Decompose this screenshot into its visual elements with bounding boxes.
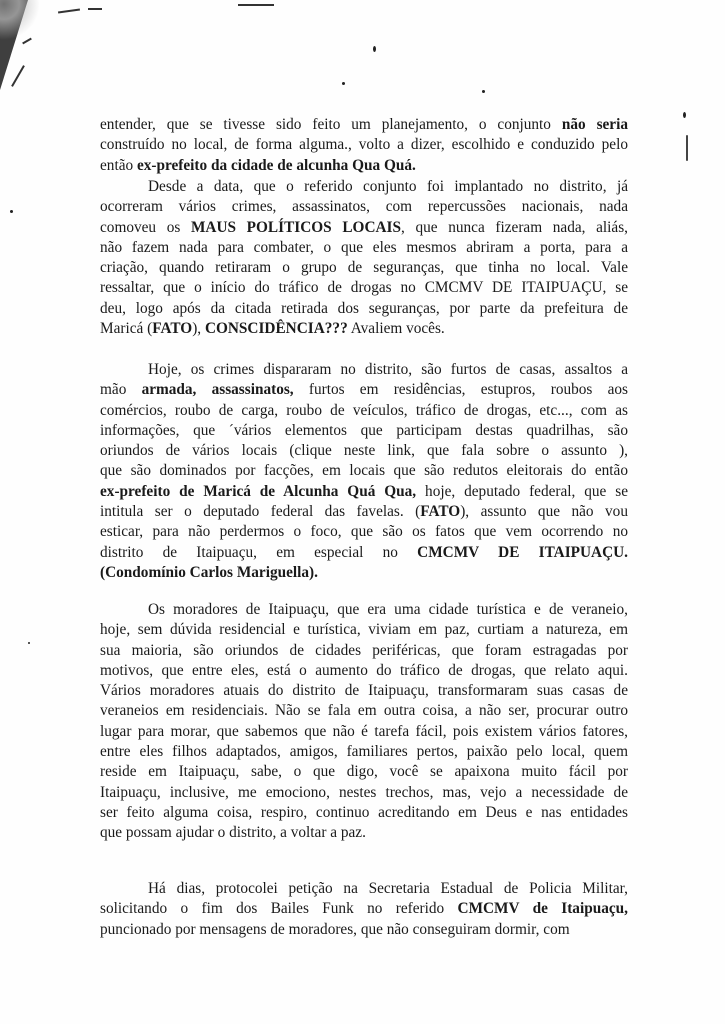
text-run: entender, que se tivesse sido feito um planejamento, o conjunto <box>100 116 562 133</box>
text-run: furtos em residências, estupros, roubos aos <box>293 381 628 399</box>
paragraph-lines <box>100 600 628 844</box>
text-line <box>100 543 628 563</box>
bold-text-run: ex-prefeito de Maricá de Alcunha Quá Qua, <box>100 482 417 500</box>
text-line <box>100 899 628 919</box>
text-run: veraneios em residenciais. Não se fala em outra coisa, a não ser, procurar outro <box>100 702 628 720</box>
text-run: então <box>100 156 137 174</box>
text-run: mão <box>100 381 142 399</box>
text-line <box>100 803 628 823</box>
text-run: Hoje, os crimes dispararam no distrito, são furtos de casas, assaltos a <box>148 361 628 378</box>
text-line <box>100 156 628 176</box>
text-line <box>100 197 628 217</box>
text-run: ), assunto que não vou <box>460 503 628 521</box>
text-line <box>100 177 628 197</box>
scan-corner-noise <box>0 0 40 40</box>
text-run: oriundos de vários locais (clique neste link, que fala sobre o assunto ), <box>100 442 628 460</box>
text-line <box>100 278 628 298</box>
text-line <box>100 722 628 742</box>
text-run: que são dominados por facções, em locais que são redutos eleitorais do então <box>100 462 628 480</box>
bold-text-run: MAUS POLÍTICOS LOCAIS <box>190 218 401 236</box>
scan-speck <box>28 642 30 644</box>
text-line <box>100 762 628 782</box>
text-run: hoje, deputado federal, que se <box>416 482 628 500</box>
text-run: distrito de Itaipuaçu, em especial no <box>100 543 418 561</box>
bold-text-run: FATO <box>152 320 193 338</box>
paragraph-3 <box>100 360 628 583</box>
text-line <box>100 641 628 661</box>
bold-text-run: armada, assassinatos, <box>141 381 294 399</box>
paragraph-lines <box>100 879 628 940</box>
text-run: ser feito alguma coisa, respiro, continuo acreditando em Deus e nas entidades <box>100 803 628 821</box>
paragraph-lines <box>100 360 628 583</box>
scan-artifact <box>88 8 102 10</box>
paragraph-lines <box>100 177 628 339</box>
text-line <box>100 319 628 339</box>
text-line <box>100 563 628 583</box>
text-run: Vários moradores atuais do distrito de Itaipuaçu, transformaram suas casas de <box>100 682 628 700</box>
text-run: lugar para morar, que sabemos que não é tarefa fácil, pois existem vários fatores, <box>100 722 628 740</box>
text-run: entre eles filhos adaptados, amigos, familiares pertos, paixão pelo local, quem <box>100 743 628 761</box>
text-run: solicitando o fim dos Bailes Funk no referido <box>100 900 458 918</box>
text-run: construído no local, de forma alguma., volto a dizer, escolhido e conduzido pelo <box>100 136 628 154</box>
text-run: Avaliem vocês. <box>347 320 445 338</box>
text-line <box>100 135 628 155</box>
text-line <box>100 701 628 721</box>
scan-speck <box>10 210 13 213</box>
text-run: reside em Itaipuaçu, sabe, o que digo, você se apaixona muito fácil por <box>100 763 628 781</box>
text-run: puncionado por mensagens de moradores, que não conseguiram dormir, com <box>100 920 570 938</box>
text-run: deu, logo após da citada retirada dos seguranças, por parte da prefeitura de <box>100 299 628 317</box>
paragraph-5 <box>100 879 628 940</box>
text-line <box>100 681 628 701</box>
text-line <box>100 115 628 135</box>
text-run: não fazem nada para combater, o que eles mesmos abriram a porta, para a <box>100 238 628 256</box>
text-line <box>100 461 628 481</box>
text-run: criação, quando retiraram o grupo de seguranças, que tinha no local. Vale <box>100 259 628 277</box>
paragraph-lines <box>100 115 628 176</box>
bold-text-run: CONSCIDÊNCIA??? <box>204 320 348 338</box>
text-line <box>100 401 628 421</box>
text-run: motivos, que entre eles, está o aumento do tráfico de drogas, que relato aqui. <box>100 661 628 679</box>
text-line <box>100 783 628 803</box>
paragraph-2 <box>100 177 628 339</box>
text-run: Itaipuaçu, inclusive, me emociono, nestes trechos, mas, vejo a necessidade de <box>100 783 628 801</box>
text-line <box>100 238 628 258</box>
text-line <box>100 600 628 620</box>
text-line <box>100 360 628 380</box>
text-line <box>100 522 628 542</box>
text-line <box>100 482 628 502</box>
scan-artifact <box>238 4 274 6</box>
scan-speck <box>683 112 686 118</box>
bold-text-run: ex-prefeito da cidade de alcunha Qua Quá. <box>136 156 416 174</box>
text-line <box>100 380 628 400</box>
text-line <box>100 742 628 762</box>
text-line <box>100 441 628 461</box>
bold-text-run: CMCMV de Itaipuaçu, <box>457 900 628 918</box>
text-run: comoveu os <box>100 218 191 236</box>
text-run: ocorreram vários crimes, assassinatos, com repercussões nacionais, nada <box>100 198 628 216</box>
paragraph-1 <box>100 115 628 176</box>
text-line <box>100 879 628 899</box>
text-line <box>100 661 628 681</box>
text-run: esticar, para não perdermos o foco, que são os fatos que vem ocorrendo no <box>100 523 628 541</box>
scan-speck <box>342 82 345 85</box>
bold-text-run: CMCMV DE ITAIPUAÇU. <box>417 543 629 561</box>
text-run: intitula ser o deputado federal das favelas. ( <box>100 503 421 521</box>
text-run: , que nunca fizeram nada, aliás, <box>401 218 628 236</box>
scan-artifact <box>58 8 80 13</box>
text-line <box>100 920 628 940</box>
bold-text-run: (Condomínio Carlos Mariguella). <box>100 563 318 581</box>
bold-text-run: FATO <box>420 503 461 521</box>
text-run: sua maioria, são oriundos de cidades periféricas, que foram estragadas por <box>100 641 628 659</box>
scan-speck <box>686 135 688 161</box>
text-line <box>100 218 628 238</box>
text-run: comércios, roubo de carga, roubo de veículos, tráfico de drogas, etc..., com as <box>100 401 628 419</box>
text-run: informações, que ´vários elementos que participam destas quadrilhas, são <box>100 421 628 439</box>
text-run: que possam ajudar o distrito, a voltar a paz. <box>100 824 366 842</box>
text-run: ressaltar, que o início do tráfico de drogas no CMCMV DE ITAIPUAÇU, se <box>100 279 628 297</box>
text-line <box>100 620 628 640</box>
text-line <box>100 421 628 441</box>
text-run: Desde a data, que o referido conjunto foi implantado no distrito, já <box>148 178 628 195</box>
text-line <box>100 823 628 843</box>
text-line <box>100 502 628 522</box>
text-run: hoje, sem dúvida residencial e turística, viviam em paz, curtiam a natureza, em <box>100 621 628 639</box>
text-run: Há dias, protocolei petição na Secretaria Estadual de Policia Militar, <box>148 880 628 897</box>
text-run: Os moradores de Itaipuaçu, que era uma cidade turística e de veraneio, <box>148 601 628 618</box>
bold-text-run: não seria <box>561 116 628 133</box>
scan-speck <box>482 90 485 93</box>
scan-speck <box>373 46 376 52</box>
text-run: Maricá ( <box>100 320 153 338</box>
text-line <box>100 299 628 319</box>
text-run: ), <box>192 320 205 338</box>
text-line <box>100 258 628 278</box>
paragraph-4 <box>100 600 628 844</box>
